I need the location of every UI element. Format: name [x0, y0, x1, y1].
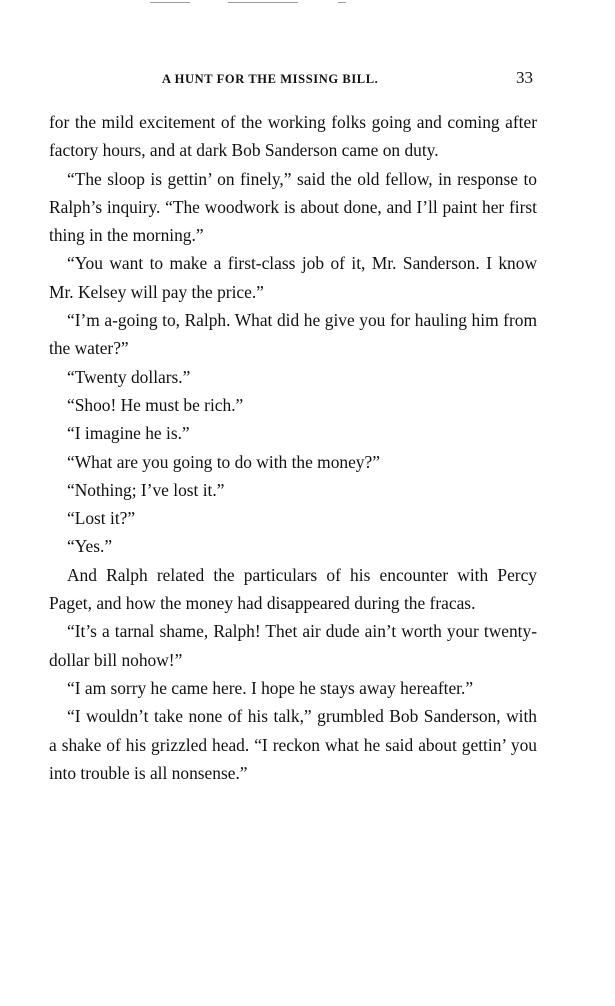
running-title: A HUNT FOR THE MISSING BILL. [162, 72, 379, 86]
paragraph: “You want to make a first-class job of it, Mr. Sanderson. I know Mr. Kelsey will pay the price.” [49, 253, 537, 302]
paragraph: “I am sorry he came here. I hope he stays away hereafter.” [67, 677, 474, 698]
paragraph: “Yes.” [67, 536, 113, 557]
paragraph: “It’s a tarnal shame, Ralph! Thet air dude ain’t worth your twenty-dollar bill nohow!” [49, 621, 537, 670]
page-header [0, 68, 615, 92]
paragraph: And Ralph related the particulars of his encounter with Percy Paget, and how the money had disappeared during the fracas. [49, 564, 537, 614]
paragraph: “I wouldn’t take none of his talk,” grumbled Bob Sanderson, with a shake of his grizzled head. “I reckon what he said about gettin’ you into trouble is all nonsense.” [49, 706, 537, 783]
paragraph: “Nothing; I’ve lost it.” [67, 479, 225, 500]
body-text [49, 108, 537, 787]
paragraph: “I imagine he is.” [67, 423, 190, 444]
paragraph: “The sloop is gettin’ on finely,” said the old fellow, in response to Ralph’s inquiry. “The woodwork is about done, and I’ll paint her first thing in the morning.” [49, 168, 537, 246]
paragraph: “I’m a-going to, Ralph. What did he give you for hauling him from the water?” [49, 310, 537, 359]
paragraph: “Lost it?” [67, 508, 136, 529]
page-number: 33 [516, 68, 533, 87]
paragraph: “What are you going to do with the money?” [67, 451, 380, 472]
scan-edge-marks [0, 0, 615, 10]
paragraph: “Twenty dollars.” [67, 366, 191, 387]
paragraph: “Shoo! He must be rich.” [67, 394, 244, 415]
paragraph: for the mild excitement of the working folks going and coming after factory hours, and at dark Bob Sanderson came on duty. [49, 112, 537, 161]
